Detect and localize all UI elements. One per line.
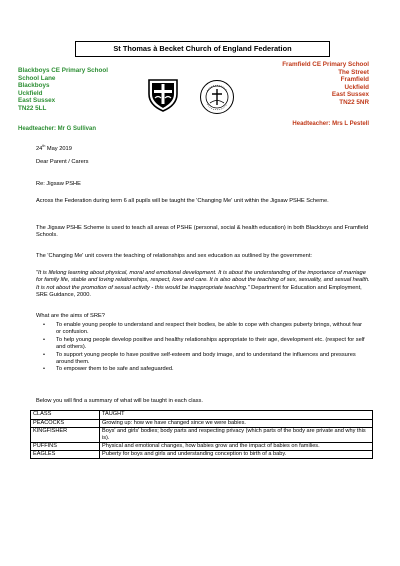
paragraph-unit: The 'Changing Me' unit covers the teaching of relationships and sex education as outlined by the government: [36, 253, 312, 259]
class-cell: KINGFISHER [31, 428, 100, 443]
class-cell: PUFFINS [31, 443, 100, 451]
address-line: Blackboys [18, 82, 50, 90]
list-item [36, 352, 366, 367]
aim-text: To support young people to have positive self-esteem and body image, and to understand the influences and pressures around them. [56, 351, 356, 366]
greeting: Dear Parent / Carers [36, 159, 89, 165]
class-cell: PEACOCKS [31, 420, 100, 428]
class-cell: EAGLES [31, 451, 100, 459]
table-header-row [31, 411, 373, 420]
address-line: School Lane [18, 74, 56, 82]
address-line: Framfield CE Primary School [282, 61, 369, 68]
bullet-icon: • [43, 336, 45, 343]
column-header: CLASS [31, 411, 100, 420]
subject-line: Re: Jigsaw PSHE [36, 181, 81, 187]
address-line: TN22 5NR [339, 98, 369, 106]
federation-title: St Thomas à Becket Church of England Federation [75, 41, 330, 57]
address-line: East Sussex [18, 97, 56, 105]
taught-cell: Growing up: how we have changed since we were babies. [100, 420, 373, 428]
quote-source: Department for Education and Employment, SRE Guidance, 2000. [36, 284, 362, 299]
list-item [36, 366, 366, 373]
bullet-icon: • [43, 366, 45, 373]
paragraph-scheme: The Jigsaw PSHE Scheme is used to teach all areas of PSHE (personal, social & health education) in both Blackboys and Framfield Schools. [36, 225, 369, 239]
table-row [31, 451, 373, 459]
aims-heading: What are the aims of SRE? [36, 313, 105, 319]
table-row [31, 443, 373, 451]
table-row [31, 420, 373, 428]
quote-text: "It is lifelong learning about physical, moral and emotional development. It is about the understanding of the importance of marriage for family life, stable and loving relationships, respect, love and care. It is also about the teaching of sex, sexuality, and sexual health. It is not about the promotion of sexual activity - this would be inappropriate teaching." [36, 270, 370, 291]
class-summary-table [30, 410, 373, 459]
list-item [36, 337, 366, 352]
aim-text: To empower them to be safe and safeguarded. [56, 366, 174, 373]
address-line: The Street [338, 68, 369, 76]
date-day: 24 [36, 145, 43, 152]
address-line: TN22 5LL [18, 104, 47, 112]
address-line: Blackboys CE Primary School [18, 67, 108, 74]
left-school-address [18, 67, 108, 113]
taught-cell: Physical and emotional changes, how babies grow and the impact of babies on families. [100, 443, 373, 451]
aim-text: To help young people develop positive and healthy relationships appropriate to their age, development etc. (respect for self and others). [56, 336, 365, 351]
blackboys-crest-icon [147, 78, 179, 112]
aims-list [36, 322, 366, 374]
bullet-icon: • [43, 351, 45, 358]
framfield-badge-icon [199, 79, 235, 115]
letter-date [36, 143, 371, 153]
date-suffix: th [42, 144, 46, 148]
address-line: Uckfield [18, 89, 43, 97]
paragraph-term6: Across the Federation during term 6 all pupils will be taught the 'Changing Me' unit within the Jigsaw PSHE Scheme. [36, 198, 329, 204]
taught-cell: Puberty for boys and girls and understanding conception to birth of a baby. [100, 451, 373, 459]
list-item [36, 322, 366, 337]
bullet-icon: • [43, 322, 45, 328]
aim-text: To enable young people to understand and respect their bodies, be able to cope with changes puberty brings, without fear or confusion. [56, 322, 363, 336]
column-header: TAUGHT [100, 411, 373, 420]
taught-cell: Boys' and girls' bodies; body parts and respecting privacy (which parts of the body are private and why this is). [100, 428, 373, 443]
right-headteacher: Headteacher: Mrs L Pestell [292, 121, 369, 127]
address-line: Uckfield [344, 83, 369, 91]
right-school-address [282, 61, 369, 107]
address-line: Framfield [340, 76, 369, 84]
left-headteacher: Headteacher: Mr G Sullivan [18, 126, 97, 132]
address-line: East Sussex [331, 91, 369, 99]
government-quote [36, 270, 371, 300]
date-rest: May 2019 [45, 145, 72, 152]
summary-intro: Below you will find a summary of what will be taught in each class. [36, 398, 203, 404]
table-row [31, 428, 373, 443]
